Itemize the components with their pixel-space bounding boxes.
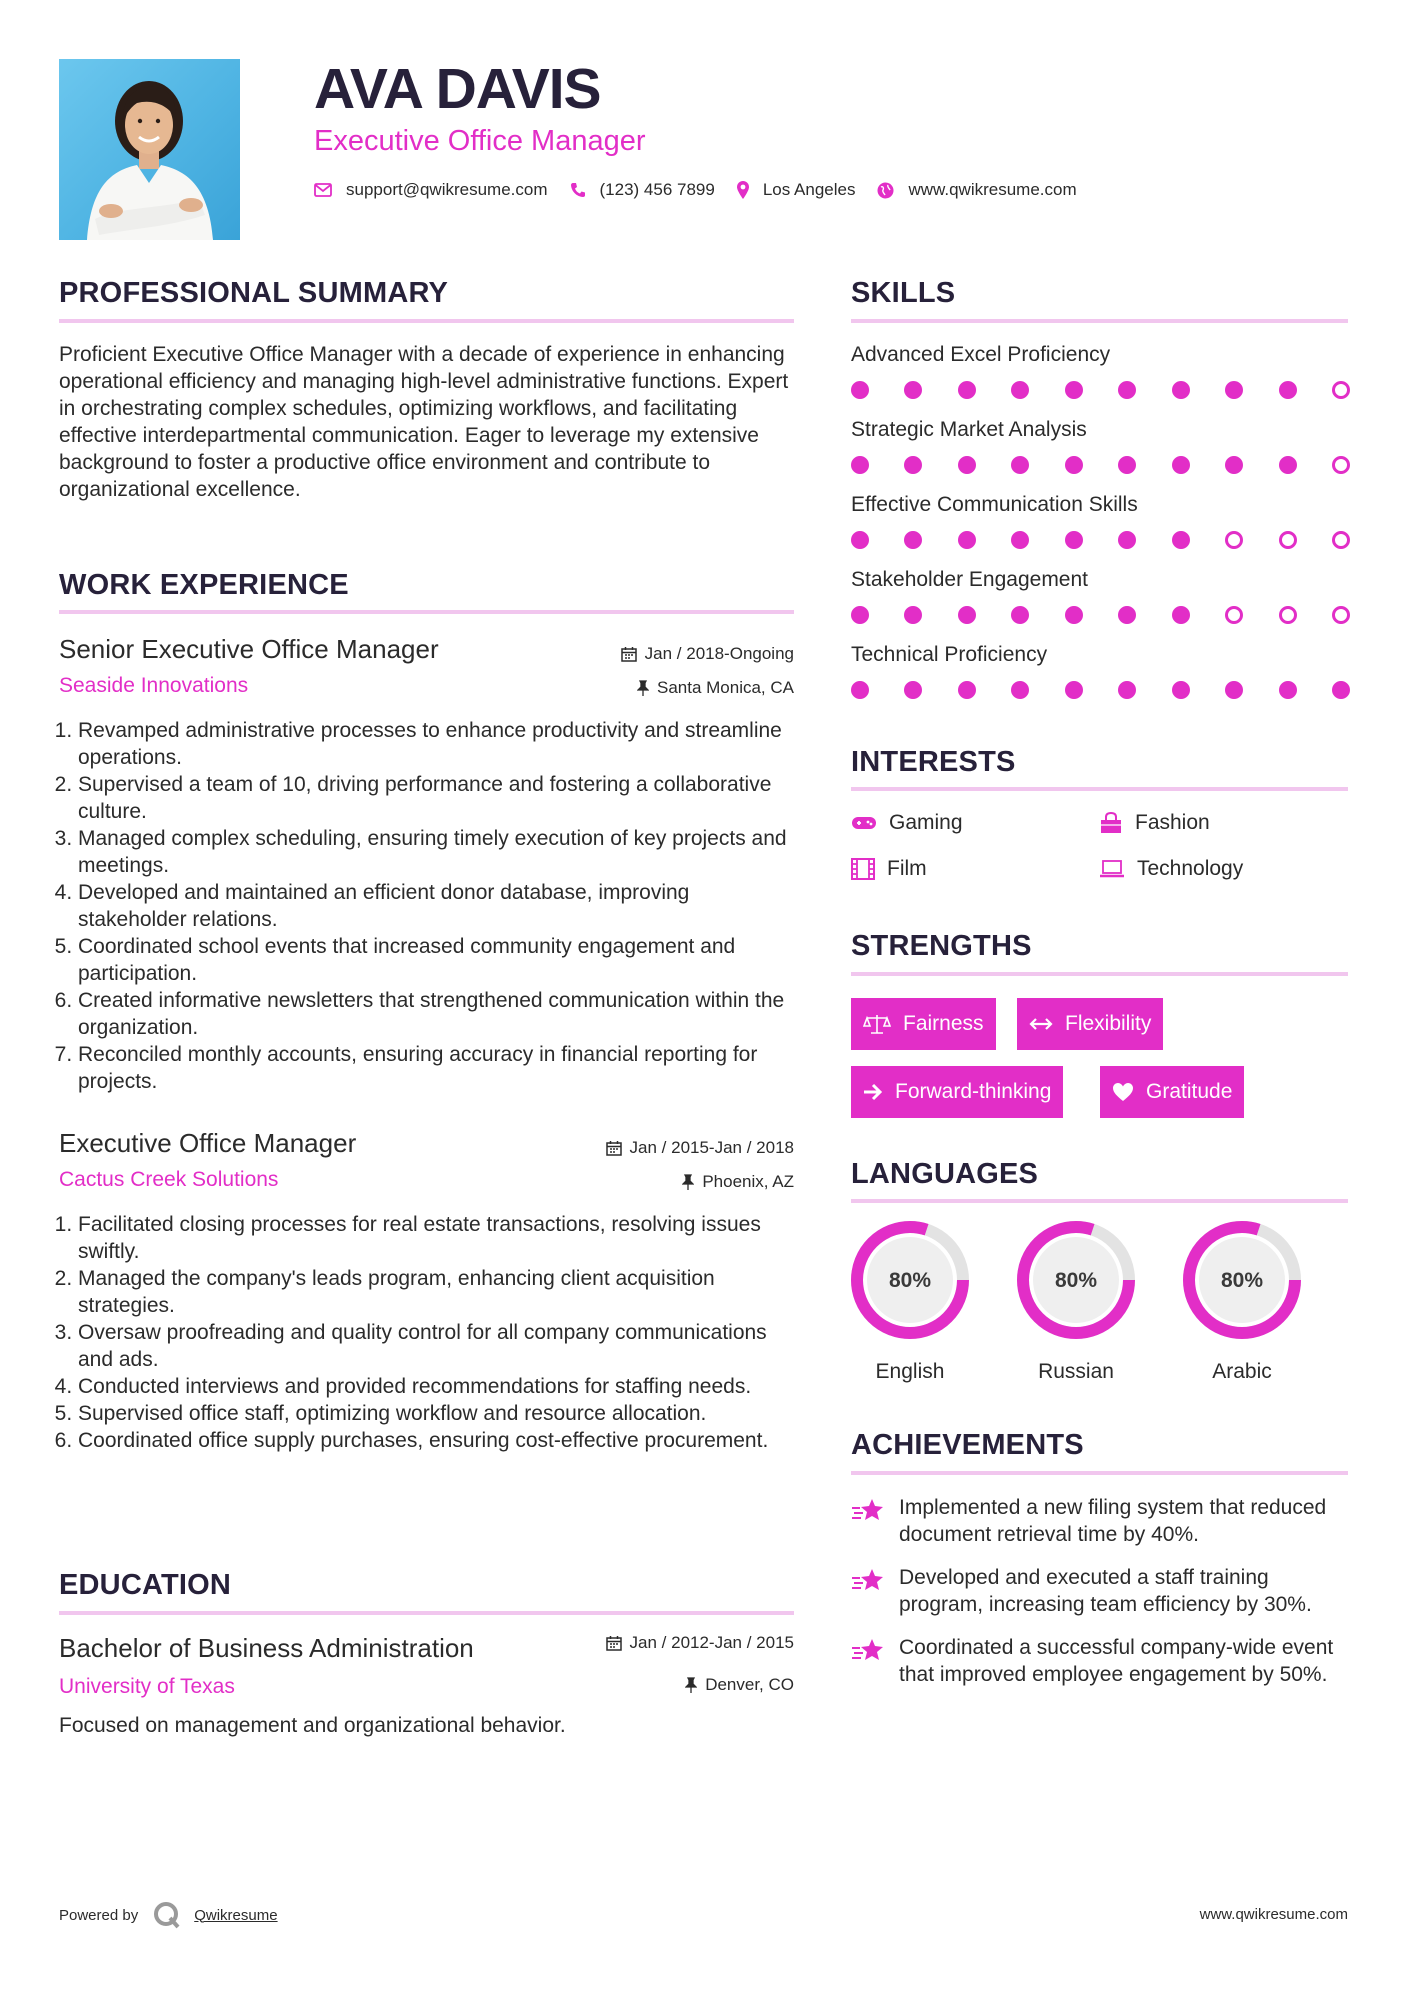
heart-icon bbox=[1112, 1082, 1134, 1102]
rating-dot-filled bbox=[1011, 531, 1029, 549]
rating-dot-filled bbox=[1011, 381, 1029, 399]
balance-scale-icon bbox=[863, 1013, 891, 1035]
interest-item bbox=[1099, 810, 1210, 836]
strength-label: Forward-thinking bbox=[895, 1080, 1052, 1103]
job-dates-text: Jan / 2018-Ongoing bbox=[644, 644, 794, 663]
achievement-text: Coordinated a successful company-wide event that improved employee engagement by 50%. bbox=[899, 1636, 1334, 1686]
strength-tag bbox=[851, 1066, 1063, 1118]
rating-dot-filled bbox=[1118, 606, 1136, 624]
section-divider bbox=[59, 319, 794, 323]
rating-dot-filled bbox=[1065, 456, 1083, 474]
contact-email[interactable] bbox=[314, 180, 548, 200]
strength-label: Flexibility bbox=[1065, 1012, 1152, 1035]
rating-dot-filled bbox=[1279, 381, 1297, 399]
duties-list bbox=[59, 717, 794, 1095]
duty-item: 2. Managed the company's leads program, enhancing client acquisition strategies. bbox=[78, 1265, 794, 1319]
job-dates bbox=[621, 643, 794, 665]
section-divider bbox=[59, 610, 794, 614]
map-pin-icon bbox=[737, 181, 749, 199]
section-title-education: EDUCATION bbox=[59, 1569, 232, 1601]
website-text: www.qwikresume.com bbox=[908, 180, 1077, 199]
education-location-text: Denver, CO bbox=[705, 1675, 794, 1694]
language-name: Russian bbox=[1038, 1360, 1114, 1383]
language-item bbox=[1180, 1218, 1304, 1385]
rating-dot-filled bbox=[1118, 531, 1136, 549]
achievement-text: Developed and executed a staff training program, increasing team efficiency by 30%. bbox=[899, 1566, 1312, 1616]
rating-dot-filled bbox=[904, 531, 922, 549]
rating-dot-empty bbox=[1332, 531, 1350, 549]
rating-dot-filled bbox=[851, 381, 869, 399]
duty-item: 6. Created informative newsletters that strengthened communication within the organization. bbox=[78, 987, 794, 1041]
rating-dot-filled bbox=[958, 606, 976, 624]
envelope-icon bbox=[314, 183, 332, 197]
skill-name: Advanced Excel Proficiency bbox=[851, 343, 1111, 366]
rating-dot-filled bbox=[1172, 606, 1190, 624]
rating-dot-filled bbox=[958, 681, 976, 699]
language-progress-ring bbox=[1180, 1218, 1304, 1342]
section-title-summary: PROFESSIONAL SUMMARY bbox=[59, 277, 449, 309]
section-title-interests: INTERESTS bbox=[851, 746, 1016, 778]
globe-icon bbox=[877, 182, 894, 199]
email-text: support@qwikresume.com bbox=[346, 180, 548, 199]
rating-dot-filled bbox=[1279, 681, 1297, 699]
candidate-role: Executive Office Manager bbox=[314, 125, 646, 157]
shooting-star-icon bbox=[851, 1496, 885, 1524]
rating-dot-empty bbox=[1332, 606, 1350, 624]
job-location-text: Phoenix, AZ bbox=[702, 1172, 794, 1191]
language-item bbox=[1014, 1218, 1138, 1385]
arrow-right-icon bbox=[863, 1083, 883, 1101]
rating-dot-filled bbox=[1011, 681, 1029, 699]
section-title-skills: SKILLS bbox=[851, 277, 956, 309]
contact-location bbox=[737, 180, 856, 200]
powered-by-text: Powered by bbox=[59, 1906, 139, 1924]
duty-item: 3. Managed complex scheduling, ensuring timely execution of key projects and meetings. bbox=[78, 825, 794, 879]
brand-link[interactable]: Qwikresume bbox=[194, 1906, 278, 1924]
pushpin-icon bbox=[685, 1677, 697, 1693]
rating-dot-filled bbox=[1279, 456, 1297, 474]
rating-dot-empty bbox=[1332, 456, 1350, 474]
rating-dot-filled bbox=[1011, 456, 1029, 474]
rating-dot-filled bbox=[1118, 681, 1136, 699]
interest-item bbox=[851, 810, 963, 836]
skill-name: Effective Communication Skills bbox=[851, 493, 1138, 516]
rating-dot-filled bbox=[958, 456, 976, 474]
job-title: Senior Executive Office Manager bbox=[59, 634, 439, 664]
duty-item: 3. Oversaw proofreading and quality control for all company communications and ads. bbox=[78, 1319, 794, 1373]
company-name: Seaside Innovations bbox=[59, 674, 249, 697]
language-percent: 80% bbox=[1054, 1269, 1098, 1292]
section-divider bbox=[851, 319, 1348, 323]
interest-label: Film bbox=[887, 857, 927, 880]
shopping-bag-icon bbox=[1099, 812, 1123, 834]
rating-dot-filled bbox=[1225, 381, 1243, 399]
language-progress-ring bbox=[848, 1218, 972, 1342]
duty-item: 5. Supervised office staff, optimizing workflow and resource allocation. bbox=[78, 1400, 794, 1427]
interest-label: Gaming bbox=[889, 811, 963, 834]
rating-dot-filled bbox=[1011, 606, 1029, 624]
education-location bbox=[685, 1674, 794, 1696]
section-divider bbox=[851, 1199, 1348, 1203]
rating-dot-filled bbox=[1225, 681, 1243, 699]
location-text: Los Angeles bbox=[762, 180, 856, 199]
rating-dot-filled bbox=[904, 606, 922, 624]
section-divider bbox=[851, 1471, 1348, 1475]
pushpin-icon bbox=[682, 1174, 694, 1190]
rating-dot-filled bbox=[1172, 531, 1190, 549]
section-title-languages: LANGUAGES bbox=[851, 1158, 1039, 1190]
rating-dot-filled bbox=[904, 681, 922, 699]
language-name: Arabic bbox=[1212, 1360, 1272, 1383]
duty-item: 7. Reconciled monthly accounts, ensuring accuracy in financial reporting for projects. bbox=[78, 1041, 794, 1095]
phone-icon bbox=[570, 182, 586, 198]
duty-item: 4. Conducted interviews and provided recommendations for staffing needs. bbox=[78, 1373, 794, 1400]
skill-name: Stakeholder Engagement bbox=[851, 568, 1088, 591]
duty-item: 2. Supervised a team of 10, driving performance and fostering a collaborative culture. bbox=[78, 771, 794, 825]
qwikresume-logo-icon bbox=[152, 1900, 182, 1930]
gamepad-icon bbox=[851, 815, 877, 831]
interest-label: Technology bbox=[1137, 857, 1244, 880]
rating-dot-filled bbox=[1065, 381, 1083, 399]
shooting-star-icon bbox=[851, 1566, 885, 1594]
phone-text: (123) 456 7899 bbox=[599, 180, 715, 199]
degree-title: Bachelor of Business Administration bbox=[59, 1633, 474, 1663]
skill-rating bbox=[851, 680, 1350, 700]
school-name: University of Texas bbox=[59, 1675, 235, 1698]
profile-photo bbox=[59, 59, 240, 240]
strength-label: Gratitude bbox=[1146, 1080, 1233, 1103]
summary-text: Proficient Executive Office Manager with a decade of experience in enhancing operational efficiency and managing high-level administrative functions. Expert in orchestrating complex schedules, optimizing workflows, and facilitating effective interdepartmental communication. Eager to leverage my extensive background to foster a productive office environment and contribute to organizational excellence. bbox=[59, 343, 789, 501]
interest-label: Fashion bbox=[1135, 811, 1210, 834]
contact-bar bbox=[314, 177, 1099, 203]
achievement-item bbox=[851, 1634, 1351, 1688]
laptop-icon bbox=[1099, 860, 1125, 878]
job-location-text: Santa Monica, CA bbox=[656, 678, 794, 697]
shooting-star-icon bbox=[851, 1636, 885, 1664]
contact-website[interactable] bbox=[877, 180, 1076, 200]
rating-dot-filled bbox=[1118, 381, 1136, 399]
rating-dot-empty bbox=[1225, 606, 1243, 624]
rating-dot-empty bbox=[1279, 531, 1297, 549]
rating-dot-empty bbox=[1332, 381, 1350, 399]
skill-name: Technical Proficiency bbox=[851, 643, 1048, 666]
rating-dot-filled bbox=[904, 456, 922, 474]
job-dates-text: Jan / 2015-Jan / 2018 bbox=[629, 1138, 794, 1157]
job-location bbox=[682, 1171, 794, 1193]
calendar-icon bbox=[621, 646, 637, 662]
rating-dot-filled bbox=[851, 456, 869, 474]
strength-tag bbox=[1100, 1066, 1244, 1118]
duty-item: 5. Coordinated school events that increased community engagement and participation. bbox=[78, 933, 794, 987]
education-dates-text: Jan / 2012-Jan / 2015 bbox=[629, 1633, 794, 1652]
rating-dot-filled bbox=[1172, 681, 1190, 699]
section-title-strengths: STRENGTHS bbox=[851, 930, 1032, 962]
section-divider bbox=[59, 1611, 794, 1615]
job-title: Executive Office Manager bbox=[59, 1128, 357, 1158]
rating-dot-filled bbox=[851, 531, 869, 549]
rating-dot-filled bbox=[1065, 606, 1083, 624]
duty-item: 1. Revamped administrative processes to enhance productivity and streamline operations. bbox=[78, 717, 794, 771]
duty-item: 4. Developed and maintained an efficient donor database, improving stakeholder relations. bbox=[78, 879, 794, 933]
rating-dot-filled bbox=[1065, 681, 1083, 699]
duty-item: 1. Facilitated closing processes for real estate transactions, resolving issues swiftly. bbox=[78, 1211, 794, 1265]
job-dates bbox=[606, 1137, 794, 1159]
education-description: Focused on management and organizational behavior. bbox=[59, 1714, 566, 1737]
rating-dot-filled bbox=[904, 381, 922, 399]
company-name: Cactus Creek Solutions bbox=[59, 1168, 279, 1191]
interest-item bbox=[851, 856, 927, 882]
language-percent: 80% bbox=[1220, 1269, 1264, 1292]
strength-label: Fairness bbox=[903, 1012, 984, 1035]
skill-rating bbox=[851, 530, 1350, 550]
section-title-achievements: ACHIEVEMENTS bbox=[851, 1429, 1084, 1461]
rating-dot-filled bbox=[1172, 381, 1190, 399]
rating-dot-filled bbox=[851, 681, 869, 699]
rating-dot-filled bbox=[1172, 456, 1190, 474]
duties-list bbox=[59, 1211, 794, 1454]
arrows-horizontal-icon bbox=[1029, 1017, 1053, 1031]
rating-dot-filled bbox=[1065, 531, 1083, 549]
rating-dot-filled bbox=[1225, 456, 1243, 474]
job-location bbox=[637, 677, 794, 699]
skill-rating bbox=[851, 605, 1350, 625]
footer-powered-by bbox=[59, 1900, 278, 1930]
film-icon bbox=[851, 858, 875, 880]
candidate-name: AVA DAVIS bbox=[314, 57, 601, 121]
language-name: English bbox=[875, 1360, 945, 1383]
achievement-text: Implemented a new filing system that reduced document retrieval time by 40%. bbox=[899, 1496, 1327, 1546]
rating-dot-filled bbox=[958, 381, 976, 399]
section-title-experience: WORK EXPERIENCE bbox=[59, 569, 349, 601]
rating-dot-filled bbox=[958, 531, 976, 549]
rating-dot-empty bbox=[1279, 606, 1297, 624]
achievement-item bbox=[851, 1564, 1351, 1618]
language-percent: 80% bbox=[888, 1269, 932, 1292]
strength-tag bbox=[1017, 998, 1163, 1050]
calendar-icon bbox=[606, 1635, 622, 1651]
achievement-item bbox=[851, 1494, 1351, 1548]
section-divider bbox=[851, 787, 1348, 791]
strength-tag bbox=[851, 998, 996, 1050]
skill-rating bbox=[851, 380, 1350, 400]
rating-dot-empty bbox=[1225, 531, 1243, 549]
education-dates bbox=[606, 1632, 794, 1654]
interest-item bbox=[1099, 856, 1243, 882]
skill-rating bbox=[851, 455, 1350, 475]
rating-dot-filled bbox=[1118, 456, 1136, 474]
rating-dot-filled bbox=[851, 606, 869, 624]
rating-dot-filled bbox=[1332, 681, 1350, 699]
language-progress-ring bbox=[1014, 1218, 1138, 1342]
section-divider bbox=[851, 972, 1348, 976]
pushpin-icon bbox=[637, 680, 649, 696]
calendar-icon bbox=[606, 1140, 622, 1156]
duty-item: 6. Coordinated office supply purchases, ensuring cost-effective procurement. bbox=[78, 1427, 794, 1454]
language-item bbox=[848, 1218, 972, 1385]
skill-name: Strategic Market Analysis bbox=[851, 418, 1087, 441]
footer-website[interactable]: www.qwikresume.com bbox=[1199, 1906, 1348, 1923]
contact-phone[interactable] bbox=[570, 180, 715, 200]
